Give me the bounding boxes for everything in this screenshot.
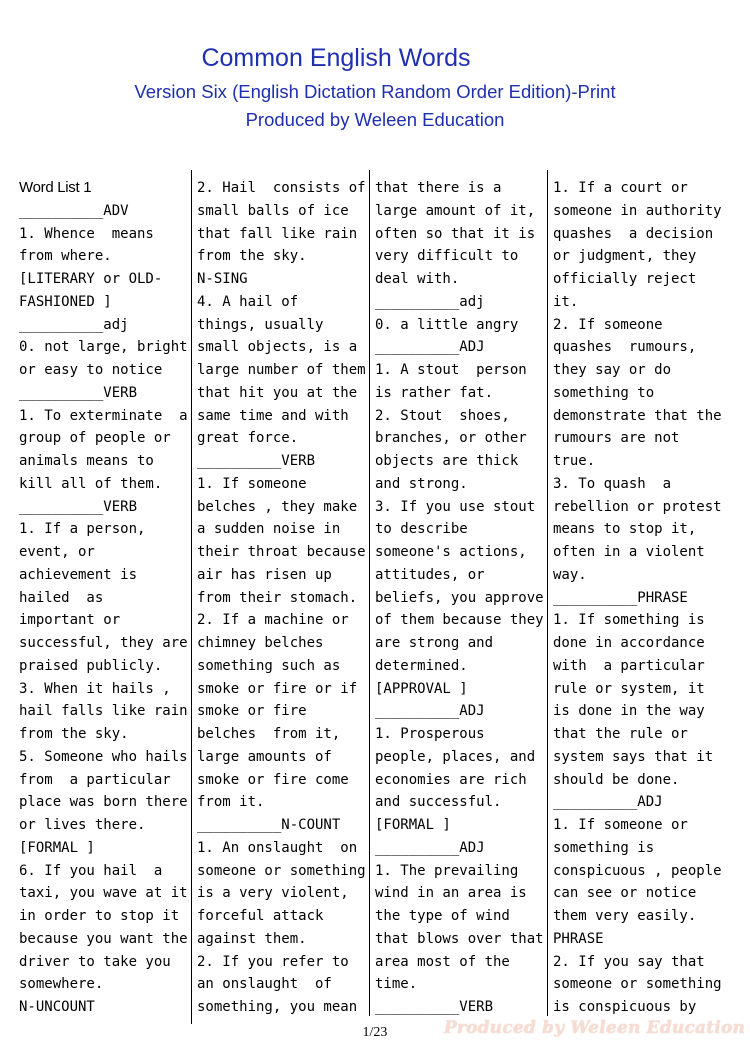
text-line: a sudden noise in <box>197 521 341 538</box>
text-line: belches from it, <box>197 726 341 742</box>
text-line: 2. If you say that <box>553 953 705 970</box>
text-line: someone in authority <box>553 202 722 219</box>
text-line: 5. Someone who hails <box>19 748 188 765</box>
text-line: them very easily. <box>553 908 697 924</box>
text-line: way. <box>553 566 587 583</box>
text-line: rumours are not <box>553 430 680 447</box>
text-line: __________VERB <box>19 384 138 401</box>
text-line: __________VERB <box>19 498 138 515</box>
text-line: hail falls like rain <box>19 703 188 720</box>
text-line: large number of them <box>197 362 366 378</box>
page-subtitle: Version Six (English Dictation Random Order Edition)-Print <box>134 81 616 102</box>
text-line: somewhere. <box>19 976 104 993</box>
text-line: smoke or fire <box>197 703 307 720</box>
text-line: 3. To quash a <box>553 475 672 492</box>
text-line: great force. <box>197 430 299 447</box>
text-line: large amounts of <box>197 748 332 765</box>
text-line: PHRASE <box>553 930 604 947</box>
text-line: are strong and <box>375 635 494 651</box>
text-line: successful, they are <box>19 635 188 651</box>
text-line: 0. a little angry <box>375 316 519 333</box>
text-line: from where. <box>19 248 112 265</box>
text-line: because you want the <box>19 930 188 947</box>
text-line: someone or something <box>553 976 722 993</box>
text-column-4 <box>553 177 725 1019</box>
text-line: smoke or fire come <box>197 771 349 788</box>
text-line: small objects, is a <box>197 339 358 356</box>
text-line: praised publicly. <box>19 657 163 674</box>
text-line: from it. <box>197 794 265 811</box>
text-column-3 <box>375 177 547 1019</box>
text-line: something such as <box>197 657 341 674</box>
text-line: branches, or other <box>375 430 527 447</box>
text-column-2 <box>197 177 369 1019</box>
text-line: 1. If a court or <box>553 180 688 196</box>
text-line: from the sky. <box>197 248 307 265</box>
text-line: against them. <box>197 930 307 947</box>
page-title: Common English Words <box>201 44 471 72</box>
watermark-logo: Produced by Weleen Education <box>444 1018 746 1038</box>
text-line: from their stomach. <box>197 589 358 606</box>
text-line: can see or notice <box>553 885 697 902</box>
text-line: FASHIONED ] <box>19 293 112 310</box>
text-line: __________ADJ <box>375 839 485 856</box>
text-line: someone's actions, <box>375 544 527 560</box>
text-line: achievement is <box>19 566 138 583</box>
text-line: 1. Prosperous <box>375 726 485 742</box>
text-line: is a very violent, <box>197 885 349 902</box>
text-line: they say or do <box>553 362 672 378</box>
text-line: deal with. <box>375 271 460 287</box>
text-line: kill all of them. <box>19 475 163 492</box>
text-line: someone or something <box>197 862 366 879</box>
text-line: and strong. <box>375 475 468 492</box>
text-line: smoke or fire or if <box>197 680 358 697</box>
text-line: [APPROVAL ] <box>375 680 468 697</box>
text-line: things, usually <box>197 316 324 333</box>
text-line: event, or <box>19 544 95 560</box>
text-line: that blows over that <box>375 930 544 947</box>
text-line: __________ADJ <box>375 703 485 720</box>
text-line: conspicuous , people <box>553 862 722 879</box>
text-line: driver to take you <box>19 953 171 970</box>
text-line: important or <box>19 612 121 629</box>
text-line: 3. If you use stout <box>375 498 536 515</box>
text-line: 2. Stout shoes, <box>375 407 510 424</box>
text-line: often so that it is <box>375 225 536 242</box>
column-divider <box>547 170 548 1016</box>
text-line: that hit you at the <box>197 384 358 401</box>
text-line: with a particular <box>553 657 705 674</box>
text-line: animals means to <box>19 453 154 469</box>
text-line: in order to stop it <box>19 908 180 924</box>
text-line: it. <box>553 293 579 310</box>
text-line: is conspicuous by <box>553 999 697 1015</box>
text-line: 1. To exterminate a <box>19 407 188 424</box>
text-line: __________ADJ <box>375 339 485 356</box>
text-line: system says that it <box>553 748 714 765</box>
text-line: 1. If someone <box>197 475 307 492</box>
text-line: that fall like rain <box>197 225 358 242</box>
text-line: attitudes, or <box>375 566 485 583</box>
text-line: something to <box>553 384 655 401</box>
text-line: 0. not large, bright <box>19 339 188 356</box>
text-line: place was born there <box>19 794 188 811</box>
text-line: or easy to notice <box>19 362 163 378</box>
text-line: hailed as <box>19 589 104 606</box>
text-line: is done in the way <box>553 703 705 720</box>
text-line: 1. The prevailing <box>375 862 519 879</box>
text-line: rebellion or protest <box>553 498 722 515</box>
text-line: from the sky. <box>19 726 129 742</box>
text-line: __________ADJ <box>553 794 663 811</box>
text-line: something, you mean <box>197 999 358 1015</box>
text-line: that there is a <box>375 180 502 196</box>
text-line: 6. If you hail a <box>19 862 163 879</box>
text-line: or judgment, they <box>553 248 697 265</box>
text-line: 2. If a machine or <box>197 612 349 629</box>
text-line: 2. If you refer to <box>197 953 349 970</box>
text-line: belches , they make <box>197 498 358 515</box>
column-divider <box>369 170 370 1016</box>
text-line: 3. When it hails , <box>19 680 171 697</box>
text-line: 2. Hail consists of <box>197 180 366 196</box>
text-line: objects are thick <box>375 453 519 469</box>
text-line: __________PHRASE <box>553 589 688 606</box>
text-line: [LITERARY or OLD- <box>19 271 163 287</box>
page-number: 1/23 <box>362 1025 388 1040</box>
text-line: area most of the <box>375 953 510 970</box>
text-line: quashes rumours, <box>553 339 697 356</box>
text-line: 1. If someone or <box>553 817 688 833</box>
text-line: 2. If someone <box>553 316 663 333</box>
text-line: demonstrate that the <box>553 407 722 424</box>
text-line: __________VERB <box>375 999 494 1015</box>
text-line: 1. Whence means <box>19 225 154 242</box>
text-line: people, places, and <box>375 748 536 765</box>
text-line: [FORMAL ] <box>19 839 95 856</box>
text-line: __________adj <box>375 293 485 310</box>
text-line: taxi, you wave at it <box>19 885 188 902</box>
text-line: same time and with <box>197 407 349 424</box>
text-line: something is <box>553 839 655 856</box>
text-line: __________adj <box>19 316 129 333</box>
text-line: beliefs, you approve <box>375 589 544 606</box>
text-line: very difficult to <box>375 248 519 265</box>
text-line: done in accordance <box>553 635 705 651</box>
text-line: time. <box>375 976 418 993</box>
text-line: from a particular <box>19 771 171 788</box>
text-line: large amount of it, <box>375 202 536 219</box>
text-line: is rather fat. <box>375 384 494 401</box>
text-line: officially reject <box>553 271 697 287</box>
text-line: N-SING <box>197 271 248 287</box>
text-line: __________N-COUNT <box>197 817 341 833</box>
text-line: their throat because <box>197 544 366 560</box>
column-divider <box>191 170 192 1024</box>
text-line: rule or system, it <box>553 680 705 697</box>
text-line: and successful. <box>375 794 502 811</box>
text-line: should be done. <box>553 771 680 788</box>
text-line: the type of wind <box>375 908 510 924</box>
text-line: 1. A stout person <box>375 362 527 378</box>
text-line: quashes a decision <box>553 225 714 242</box>
text-line: an onslaught of <box>197 976 332 993</box>
text-line: N-UNCOUNT <box>19 999 95 1015</box>
text-line: 1. If a person, <box>19 521 146 538</box>
text-line: small balls of ice <box>197 202 349 219</box>
word-list-heading: Word List 1 <box>19 179 92 196</box>
producer-line: Produced by Weleen Education <box>245 109 505 130</box>
text-line: forceful attack <box>197 908 324 924</box>
text-line: __________VERB <box>197 453 316 469</box>
text-line: economies are rich <box>375 771 527 788</box>
text-column-1 <box>19 177 191 1019</box>
text-line: 1. An onslaught on <box>197 839 358 856</box>
text-line: [FORMAL ] <box>375 817 451 833</box>
text-line: wind in an area is <box>375 885 527 902</box>
text-line: to describe <box>375 521 468 538</box>
text-line: group of people or <box>19 430 171 447</box>
text-line: or lives there. <box>19 817 146 833</box>
text-line: that the rule or <box>553 726 688 742</box>
text-line: air has risen up <box>197 566 332 583</box>
text-line: means to stop it, <box>553 521 697 538</box>
text-line: of them because they <box>375 612 544 629</box>
text-line: true. <box>553 453 596 469</box>
text-line: __________ADV <box>19 202 129 219</box>
text-line: 4. A hail of <box>197 293 299 310</box>
text-line: determined. <box>375 657 468 674</box>
text-line: often in a violent <box>553 544 705 560</box>
text-line: 1. If something is <box>553 612 705 629</box>
text-line: chimney belches <box>197 635 324 651</box>
